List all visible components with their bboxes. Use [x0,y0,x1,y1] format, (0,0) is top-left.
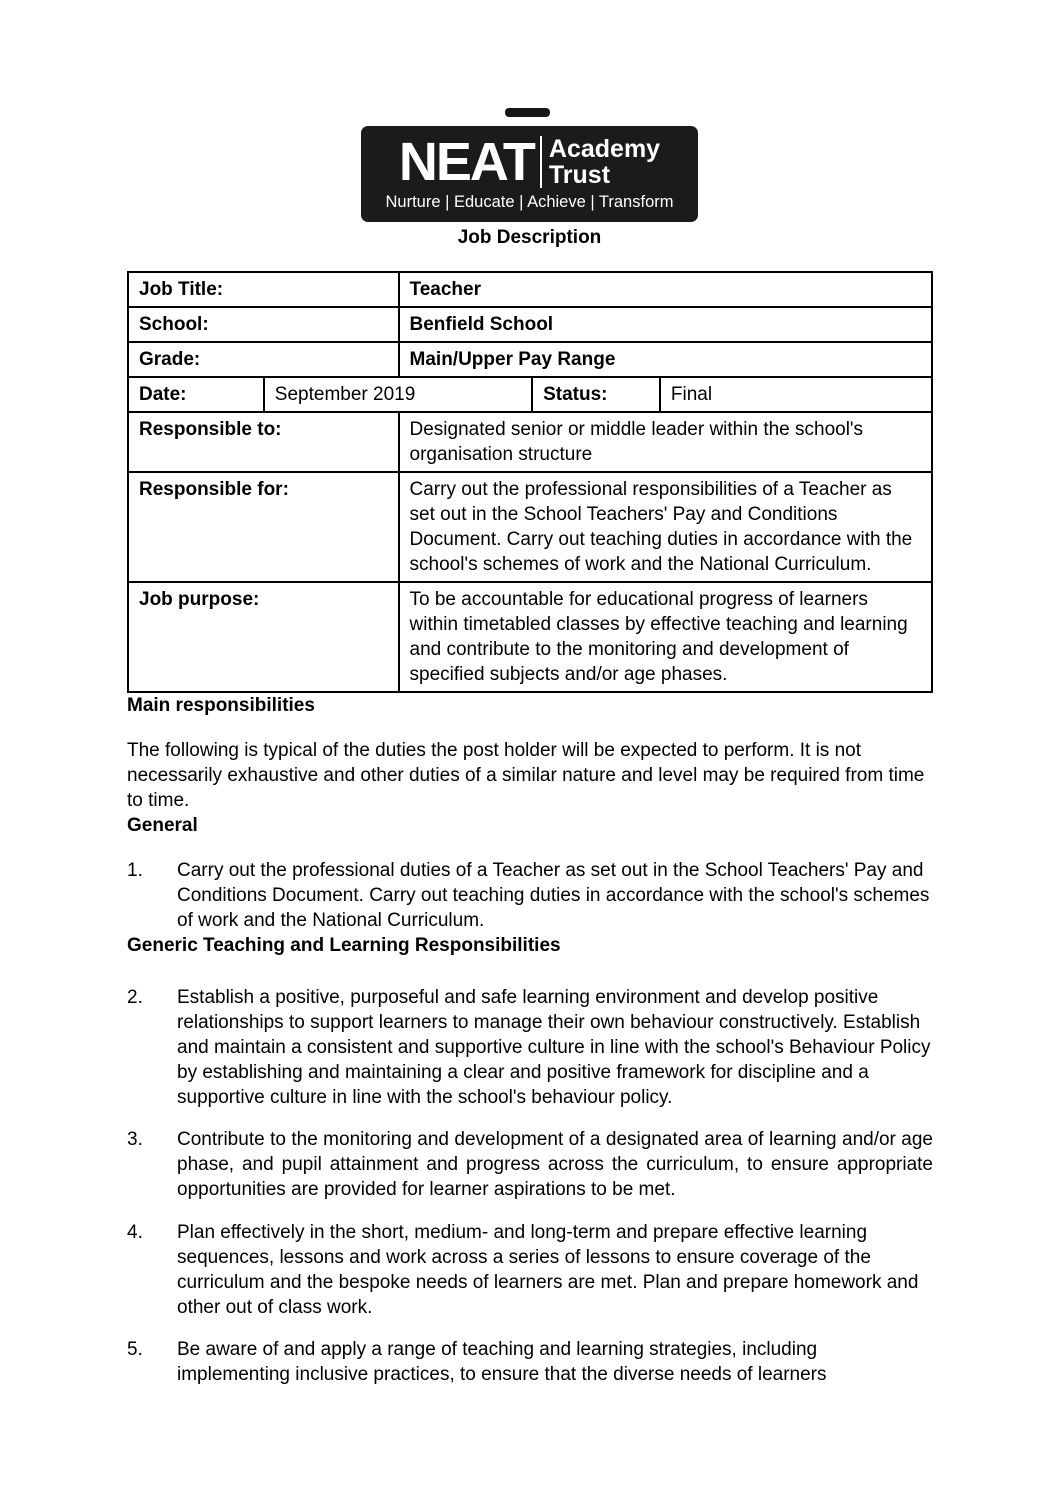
item-number: 2. [127,987,143,1008]
table-row-job-purpose [128,582,932,692]
responsible-for-label: Responsible for: [128,472,399,582]
grade-value: Main/Upper Pay Range [399,342,932,377]
heading-generic-teaching: Generic Teaching and Learning Responsibilities [127,935,561,956]
school-value: Benfield School [399,307,932,342]
heading-main-responsibilities: Main responsibilities [127,695,315,716]
item-text: Establish a positive, purposeful and safe learning environment and develop positive relationships to support learners to manage their own behaviour constructively. Establish and maintain a consistent and supportive culture in line with the school's Behaviour Policy by establishing and maintaining a clear and positive framework for discipline and a supportive culture in line with the school's behaviour policy. [177,987,931,1108]
table-row-responsible-for [128,472,932,582]
job-purpose-label: Job purpose: [128,582,399,692]
item-text: Carry out the professional duties of a Teacher as set out in the School Teachers' Pay and Conditions Document. Carry out teaching duties in accordance with the school's schemes of work and the National Curriculum. [177,860,930,931]
date-value: September 2019 [264,377,532,412]
item-text: Contribute to the monitoring and development of a designated area of learning and/or age phase, and pupil attainment and progress across the curriculum, to ensure appropriate opportunities are provided for learner aspirations to be met. [177,1129,933,1200]
status-label: Status: [532,377,660,412]
logo-neat-text: NEAT [398,131,534,192]
table-row-responsible-to [128,412,932,472]
neat-academy-trust-logo [361,126,698,222]
status-value: Final [660,377,932,412]
responsible-to-value: Designated senior or middle leader within the school's organisation structure [399,412,932,472]
logo-top-row [398,131,661,192]
job-purpose-value: To be accountable for educational progress of learners within timetabled classes by effective teaching and learning and contribute to the monitoring and development of specified subjects and/or age phases. [399,582,932,692]
table-row-school [128,307,932,342]
school-label: School: [128,307,399,342]
logo-divider [540,136,542,188]
numbered-item-5 [127,1337,933,1387]
date-label: Date: [128,377,264,412]
job-title-label: Job Title: [128,272,399,307]
item-text: Be aware of and apply a range of teaching and learning strategies, including implementing inclusive practices, to ensure that the diverse needs of learners [177,1339,827,1385]
responsible-for-value: Carry out the professional responsibilities of a Teacher as set out in the School Teachers' Pay and Conditions Document. Carry out teaching duties in accordance with the school's schemes of work and the National Curriculum. [399,472,932,582]
heading-general: General [127,815,198,836]
item-number: 5. [127,1339,143,1360]
table-row-date-status [128,377,932,412]
numbered-item-4 [127,1220,933,1320]
responsible-to-label: Responsible to: [128,412,399,472]
numbered-item-3 [127,1127,933,1202]
job-details-table [127,271,933,693]
item-number: 4. [127,1222,143,1243]
scan-artifact-mark [505,108,550,117]
table-row-grade [128,342,932,377]
page-title: Job Description [457,227,602,248]
intro-paragraph: The following is typical of the duties the post holder will be expected to perform. It is not necessarily exhaustive and other duties of a similar nature and level may be required from time to time. [127,740,925,811]
grade-label: Grade: [128,342,399,377]
logo-academy-line: Academy [548,134,661,163]
logo-trust-line: Trust [548,160,611,189]
item-number: 3. [127,1129,143,1150]
logo-tagline: Nurture | Educate | Achieve | Transform [385,192,674,211]
item-number: 1. [127,860,143,881]
numbered-item-1 [127,858,933,933]
document-content [127,271,933,1387]
table-row-job-title [128,272,932,307]
job-title-value: Teacher [399,272,932,307]
logo-academy-trust [549,136,660,188]
numbered-item-2 [127,985,933,1110]
item-text: Plan effectively in the short, medium- and long-term and prepare effective learning sequences, lessons and work across a series of lessons to ensure coverage of the curriculum and the bespoke needs of learners are met. Plan and prepare homework and other out of class work. [177,1222,919,1318]
